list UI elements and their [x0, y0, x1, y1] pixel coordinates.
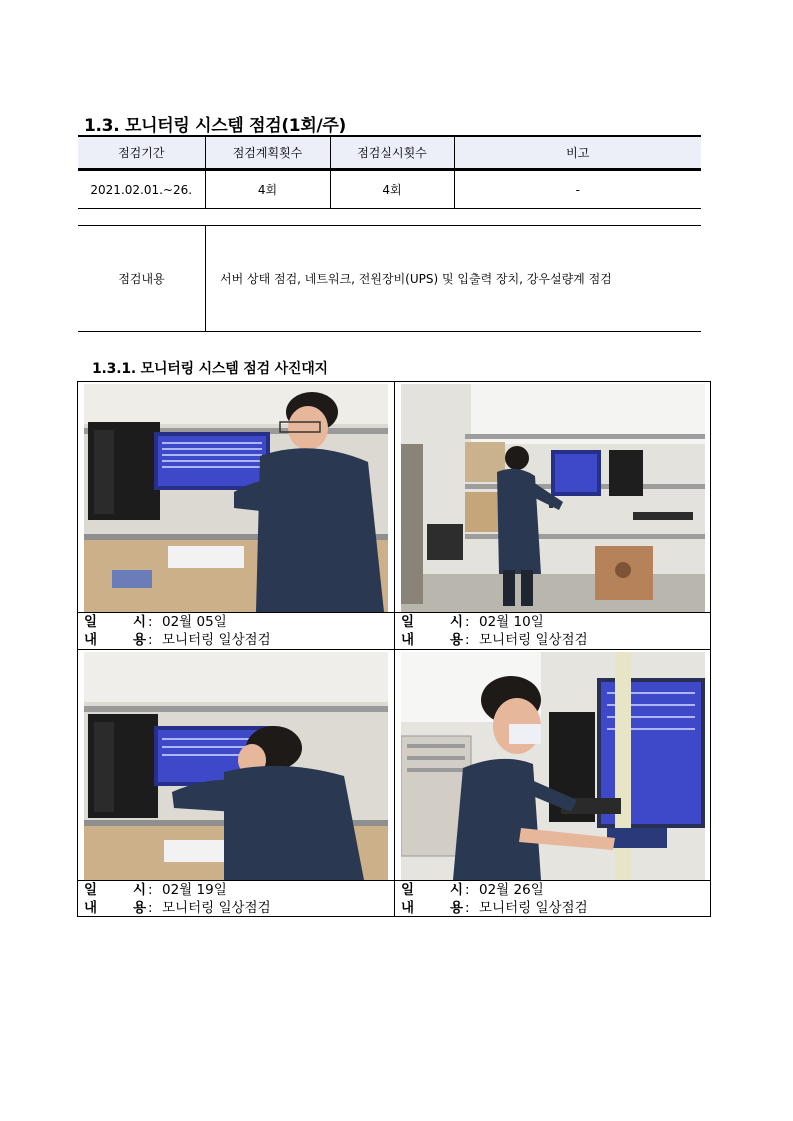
photo-cell [78, 650, 394, 917]
photo-cell [78, 382, 394, 649]
inspection-photo [84, 384, 388, 612]
inspection-detail-table [78, 225, 701, 332]
photo-cell [395, 650, 711, 917]
photo-grid [77, 381, 711, 917]
caption-content: 모니터링 일상점검 [479, 900, 588, 916]
caption-content: 모니터링 일상점검 [479, 632, 588, 648]
caption-date: 02월 10일 [479, 614, 544, 630]
caption-date: 02월 26일 [479, 882, 544, 898]
photo-caption [395, 612, 711, 649]
caption-content-line: 내 용 : 모니터링 일상점검 [84, 900, 271, 916]
caption-content-key: 내 용 [401, 900, 464, 916]
caption-content: 모니터링 일상점검 [162, 632, 271, 648]
header-period: 점검기간 [78, 136, 205, 170]
caption-content-line: 내 용 : 모니터링 일상점검 [84, 632, 271, 648]
caption-content-key: 내 용 [84, 632, 147, 648]
detail-label: 점검내용 [78, 226, 206, 332]
caption-date: 02월 05일 [162, 614, 227, 630]
caption-date-key: 일 시 [84, 614, 147, 630]
caption-content-key: 내 용 [401, 632, 464, 648]
inspection-photo [401, 384, 705, 612]
inspection-photo [401, 652, 705, 880]
photo-cell [395, 382, 711, 649]
caption-date-key: 일 시 [401, 614, 464, 630]
cell-remarks: - [454, 170, 701, 209]
table-header-row [78, 136, 701, 170]
inspection-photo [84, 652, 388, 880]
photo-caption [78, 612, 394, 649]
caption-content: 모니터링 일상점검 [162, 900, 271, 916]
table-row [78, 170, 701, 209]
caption-date-line: 일 시 : 02월 26일 [401, 882, 544, 898]
header-remarks: 비고 [454, 136, 701, 170]
subsection-title: 1.3.1. 모니터링 시스템 점검 사진대지 [92, 361, 328, 377]
header-planned-count: 점검계획횟수 [205, 136, 330, 170]
caption-content-key: 내 용 [84, 900, 147, 916]
caption-date-line: 일 시 : 02월 10일 [401, 614, 544, 630]
caption-content-line: 내 용 : 모니터링 일상점검 [401, 900, 588, 916]
inspection-summary-table [78, 135, 701, 209]
caption-date-key: 일 시 [401, 882, 464, 898]
caption-date: 02월 19일 [162, 882, 227, 898]
caption-date-line: 일 시 : 02월 05일 [84, 614, 227, 630]
caption-content-line: 내 용 : 모니터링 일상점검 [401, 632, 588, 648]
photo-caption [395, 880, 711, 917]
photo-caption [78, 880, 394, 917]
caption-date-key: 일 시 [84, 882, 147, 898]
section-title: 1.3. 모니터링 시스템 점검(1회/주) [84, 116, 346, 136]
cell-actual-count: 4회 [330, 170, 454, 209]
header-actual-count: 점검실시횟수 [330, 136, 454, 170]
caption-date-line: 일 시 : 02월 19일 [84, 882, 227, 898]
cell-planned-count: 4회 [205, 170, 330, 209]
table-row [78, 226, 701, 332]
detail-content: 서버 상태 점검, 네트워크, 전원장비(UPS) 및 입출력 장치, 강우설량계 점검 [220, 272, 612, 286]
cell-period: 2021.02.01.~26. [78, 170, 205, 209]
